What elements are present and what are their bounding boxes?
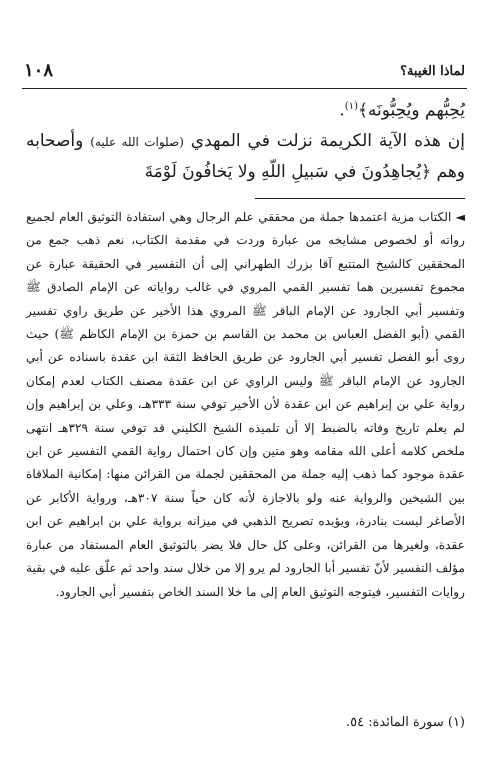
main-paragraph-cont: وأصحابه وهم ﴿يُجاهِدُونَ في سَبيلِ اللّهِ ولا يَخافُونَ لَوْمَةَ xyxy=(26,130,465,182)
quran-verse-end: يُحِبُّهم ويُحِبُّونَه﴾ xyxy=(357,100,465,121)
footnote xyxy=(26,712,465,734)
main-text xyxy=(26,92,465,188)
main-paragraph xyxy=(26,126,465,187)
page-header xyxy=(22,60,467,89)
continued-note xyxy=(26,206,465,710)
line-end-mark: . xyxy=(339,100,345,121)
note-divider xyxy=(255,198,465,199)
note-paragraph: ◄ الكتاب مزية اعتمدها جملة من محققي علم الرجال وهي استفادة التوثيق العام لجميع رواته أو لخصوص مشايخه من عبارة وردت في مقدمة الكتاب، نعم ذهب جمع من المحققين كالشيخ المتتبع آقا بزرك الطهراني إلى أن التفسير في الحقيقة عبارة عن مجموع تفسيرين هما تفسير القمي المروي في غالب رواياته عن الإمام الصادق ﷺ وتفسير أبي الجارود عن الإمام الباقر ﷺ المروي هذا الأخير عن طريق راوي تفسير القمي (أبو الفضل العباس بن محمد بن القاسم بن حمزة بن الإمام الكاظم ﷺ) حيث روى أبو الفضل تفسير أبي الجارود عن طريق الحافظ الثقة ابن عقدة باسناده عن أبي الجارود عن الإمام الباقر ﷺ وليس الراوي عن ابن عقدة مصنف الكتاب لعدم إمكان رواية علي بن إبراهيم عن ابن عقدة لأن الأخير توفي سنة ٣٣٣هـ، وعلي بن إبراهيم وإن لم يعلم تاريخ وفاته بالضبط إلا أن تلميذه الشيخ الكليني قد توفي سنة ٣٢٩هـ انتهى ملخص كلامه أعلى الله مقامه وهو متين وإن كان احتمال رواية القمي التفسير عن ابن عقدة موجود كما ذهب إليه جملة من المحققين لجملة من القرائن منها: إمكانية الملاقاة بين الشيخين والرواية عنه ولو بالاجازة لأنه كان حياً سنة ٣٠٧هـ، ورواية الأكابر عن الأصاغر ليست بنادرة، ويؤيده تصريح الذهبي في ميزانه برواية علي بن ابراهيم عن ابن عقدة، ولغيرها من القرائن، وعلى كل حال فلا يضر بالتوثيق العام المستفاد من عبارة مؤلف التفسير لأنّ تفسير أبا الجارود لم يرو إلا من خلال سند واحد ثم علّق عليه في بقية روايات التفسير، فيتوجه التوثيق العام إلى ما خلا السند الخاص بتفسير أبي الجارود. xyxy=(26,210,465,599)
main-line-1 xyxy=(26,92,465,126)
main-paragraph-start: إن هذه الآية الكريمة نزلت في المهدي xyxy=(183,130,465,151)
footnote-marker: (١) xyxy=(344,101,358,112)
footnote-text: (١) سورة المائدة: ٥٤. xyxy=(345,715,465,730)
page-number: ١٠٨ xyxy=(24,60,54,81)
running-title: لماذا الغيبة؟ xyxy=(400,64,465,79)
salawat-phrase: (صلوات الله عليه) xyxy=(90,134,184,149)
